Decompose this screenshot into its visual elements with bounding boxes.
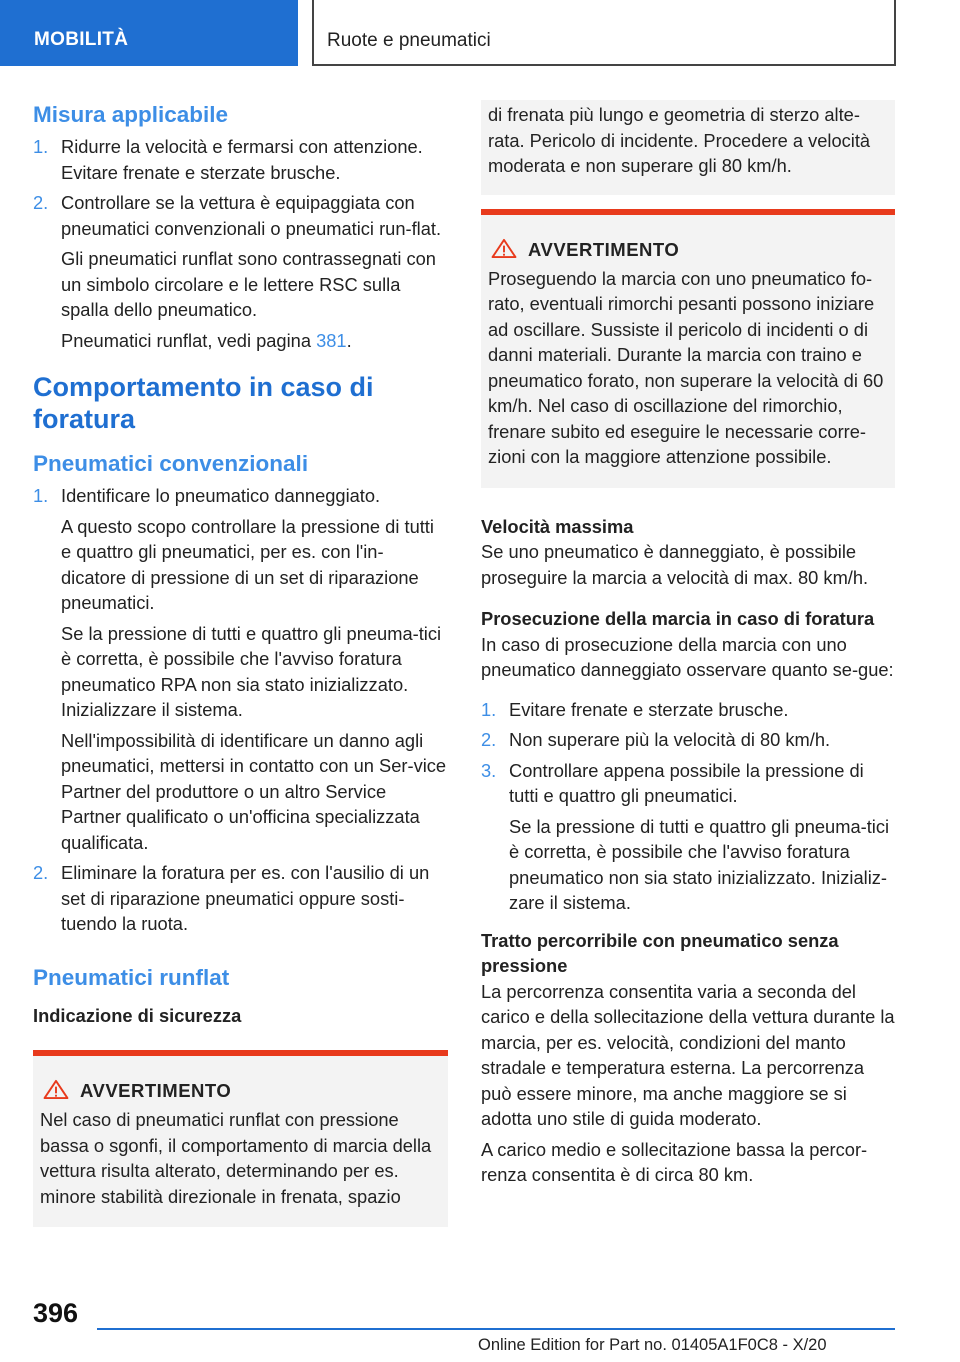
list-item — [481, 758, 895, 916]
paragraph: In caso di prosecuzione della marcia con uno pneumatico danneggiato osservare quanto se-gue: — [481, 633, 894, 680]
page-header — [0, 0, 960, 66]
ref-text: Pneumatici runflat, vedi pagina — [61, 329, 317, 351]
paragraph: A carico medio e sollecitazione bassa la percor-renza consentita è di circa 80 km. — [481, 1138, 868, 1185]
list-item — [33, 483, 448, 855]
warning-title — [40, 1078, 440, 1103]
page-number: 396 — [33, 1298, 79, 1328]
warning-box — [33, 1050, 448, 1227]
list-text: Controllare appena possibile la pressione di tutti e quattro gli pneumatici. — [509, 759, 864, 806]
list-number: 2. — [33, 862, 49, 883]
list-number: 2. — [33, 192, 49, 213]
warning-text: Nel caso di pneumatici runflat con pressione bassa o sgonfi, il comportamento di marcia della vettura risulta alterato, determinando per es. minore stabilità direzionale in frenata, spazio — [40, 1109, 432, 1207]
warning-text: di frenata più lungo e geometria di sterzo alte-rata. Pericolo di incidente. Procedere a velocità moderata e non superare gli 80 km/h. — [488, 104, 871, 176]
list-text: Controllare se la vettura è equipaggiata con pneumatici convenzionali o pneumatici run-flat. — [61, 192, 442, 239]
list-subtext: Nell'impossibilità di identificare un danno agli pneumatici, mettersi in contatto con un Ser-vice Partner del produttore o un altro Service Partner qualificato o un'officina specializzata qualificata. — [61, 729, 447, 853]
list-item — [33, 860, 448, 937]
list-subtext: Gli pneumatici runflat sono contrassegnati con un simbolo circolare e le lettere RSC sulla spalla dello pneumatico. — [61, 248, 436, 320]
prosecuzione-list — [481, 697, 895, 916]
footer-rule — [97, 1328, 895, 1330]
chapter-title-box — [312, 0, 896, 66]
list-text: Eliminare la foratura per es. con l'ausilio di un set di riparazione pneumatici oppure sosti-tuendo la ruota. — [61, 862, 430, 934]
list-text: Evitare frenate e sterzate brusche. — [509, 698, 789, 720]
heading-tratto: Tratto percorribile con pneumatico senza pressione — [481, 929, 839, 976]
section-label: MOBILITÀ — [34, 29, 129, 50]
list-item — [481, 727, 895, 753]
list-text: Non superare più la velocità di 80 km/h. — [509, 729, 831, 750]
heading-runflat: Pneumatici runflat — [33, 964, 230, 990]
warning-continuation — [481, 100, 895, 195]
misura-list — [33, 134, 448, 353]
edition-text: Online Edition for Part no. 01405A1F0C8 - X/20 — [478, 1336, 827, 1354]
heading-velocita: Velocità massima — [481, 515, 634, 537]
heading-convenzionali: Pneumatici convenzionali — [33, 451, 309, 476]
list-text: Ridurre la velocità e fermarsi con attenzione. Evitare frenate e sterzate brusche. — [61, 136, 423, 183]
chapter-title: Ruote e pneumatici — [327, 30, 491, 51]
list-subtext: A questo scopo controllare la pressione di tutti e quattro gli pneumatici, per es. con l'in-dicatore di pressione di un set di riparazione pneumatici. — [61, 515, 434, 613]
list-item — [481, 697, 895, 723]
right-column — [481, 100, 895, 1188]
list-item — [33, 190, 448, 353]
list-subtext: Se la pressione di tutti e quattro gli pneuma-tici è corretta, è possibile che l'avviso foratura pneumatico non sia stato inizializzato. Inizializ-zare il sistema. — [509, 815, 890, 913]
ref-punct: . — [346, 329, 352, 351]
left-column — [33, 100, 448, 1227]
heading-sicurezza: Indicazione di sicurezza — [33, 1004, 242, 1026]
list-subtext: Se la pressione di tutti e quattro gli pneuma-tici è corretta, è possibile che l'avviso foratura pneumatico RPA non sia stato inizializzato. Inizializzare il sistema. — [61, 622, 442, 720]
heading-prosecuzione: Prosecuzione della marcia in caso di foratura — [481, 608, 875, 629]
list-item — [33, 134, 448, 185]
paragraph: La percorrenza consentita varia a seconda del carico e della sollecitazione della vettura durante la marcia, per es. velocità, condizioni del manto stradale e temperatura esterna. La percorrenza può essere minore, ma anche maggiore se si adotta uno stile di guida moderato. — [481, 980, 895, 1129]
warning-label: AVVERTIMENTO — [80, 1080, 232, 1101]
section-tab — [0, 0, 298, 66]
list-text: Identificare lo pneumatico danneggiato. — [61, 485, 381, 506]
list-number: 1. — [481, 698, 497, 720]
paragraph: Se uno pneumatico è danneggiato, è possibile proseguire la marcia a velocità di max. 80 km/h. — [481, 541, 869, 588]
list-number: 1. — [33, 485, 49, 506]
warning-box — [481, 209, 895, 488]
list-subtext-link — [61, 328, 448, 354]
warning-triangle-icon — [490, 238, 518, 259]
list-number: 1. — [33, 136, 49, 157]
warning-title — [488, 237, 887, 262]
warning-text: Proseguendo la marcia con uno pneumatico fo-rato, eventuali rimorchi pesanti possono iniziare ad oscillare. Sussiste il pericolo di incidenti o di danni materiali. Durante la marcia con traino e pneumatico forato, non superare la velocità di 60 km/h. Nel caso di oscillazione del rimorchio, frenare subito ed eseguire le necessarie corre-zioni con la maggiore attenzione possibile. — [488, 267, 884, 467]
list-number: 2. — [481, 729, 497, 750]
warning-triangle-icon — [42, 1079, 70, 1100]
list-number: 3. — [481, 759, 497, 781]
warning-label: AVVERTIMENTO — [528, 238, 680, 260]
heading-comportamento: Comportamento in caso di foratura — [33, 372, 374, 434]
convenzionali-list — [33, 483, 448, 937]
heading-misura: Misura applicabile — [33, 102, 229, 127]
page-link[interactable]: 381 — [316, 329, 347, 351]
